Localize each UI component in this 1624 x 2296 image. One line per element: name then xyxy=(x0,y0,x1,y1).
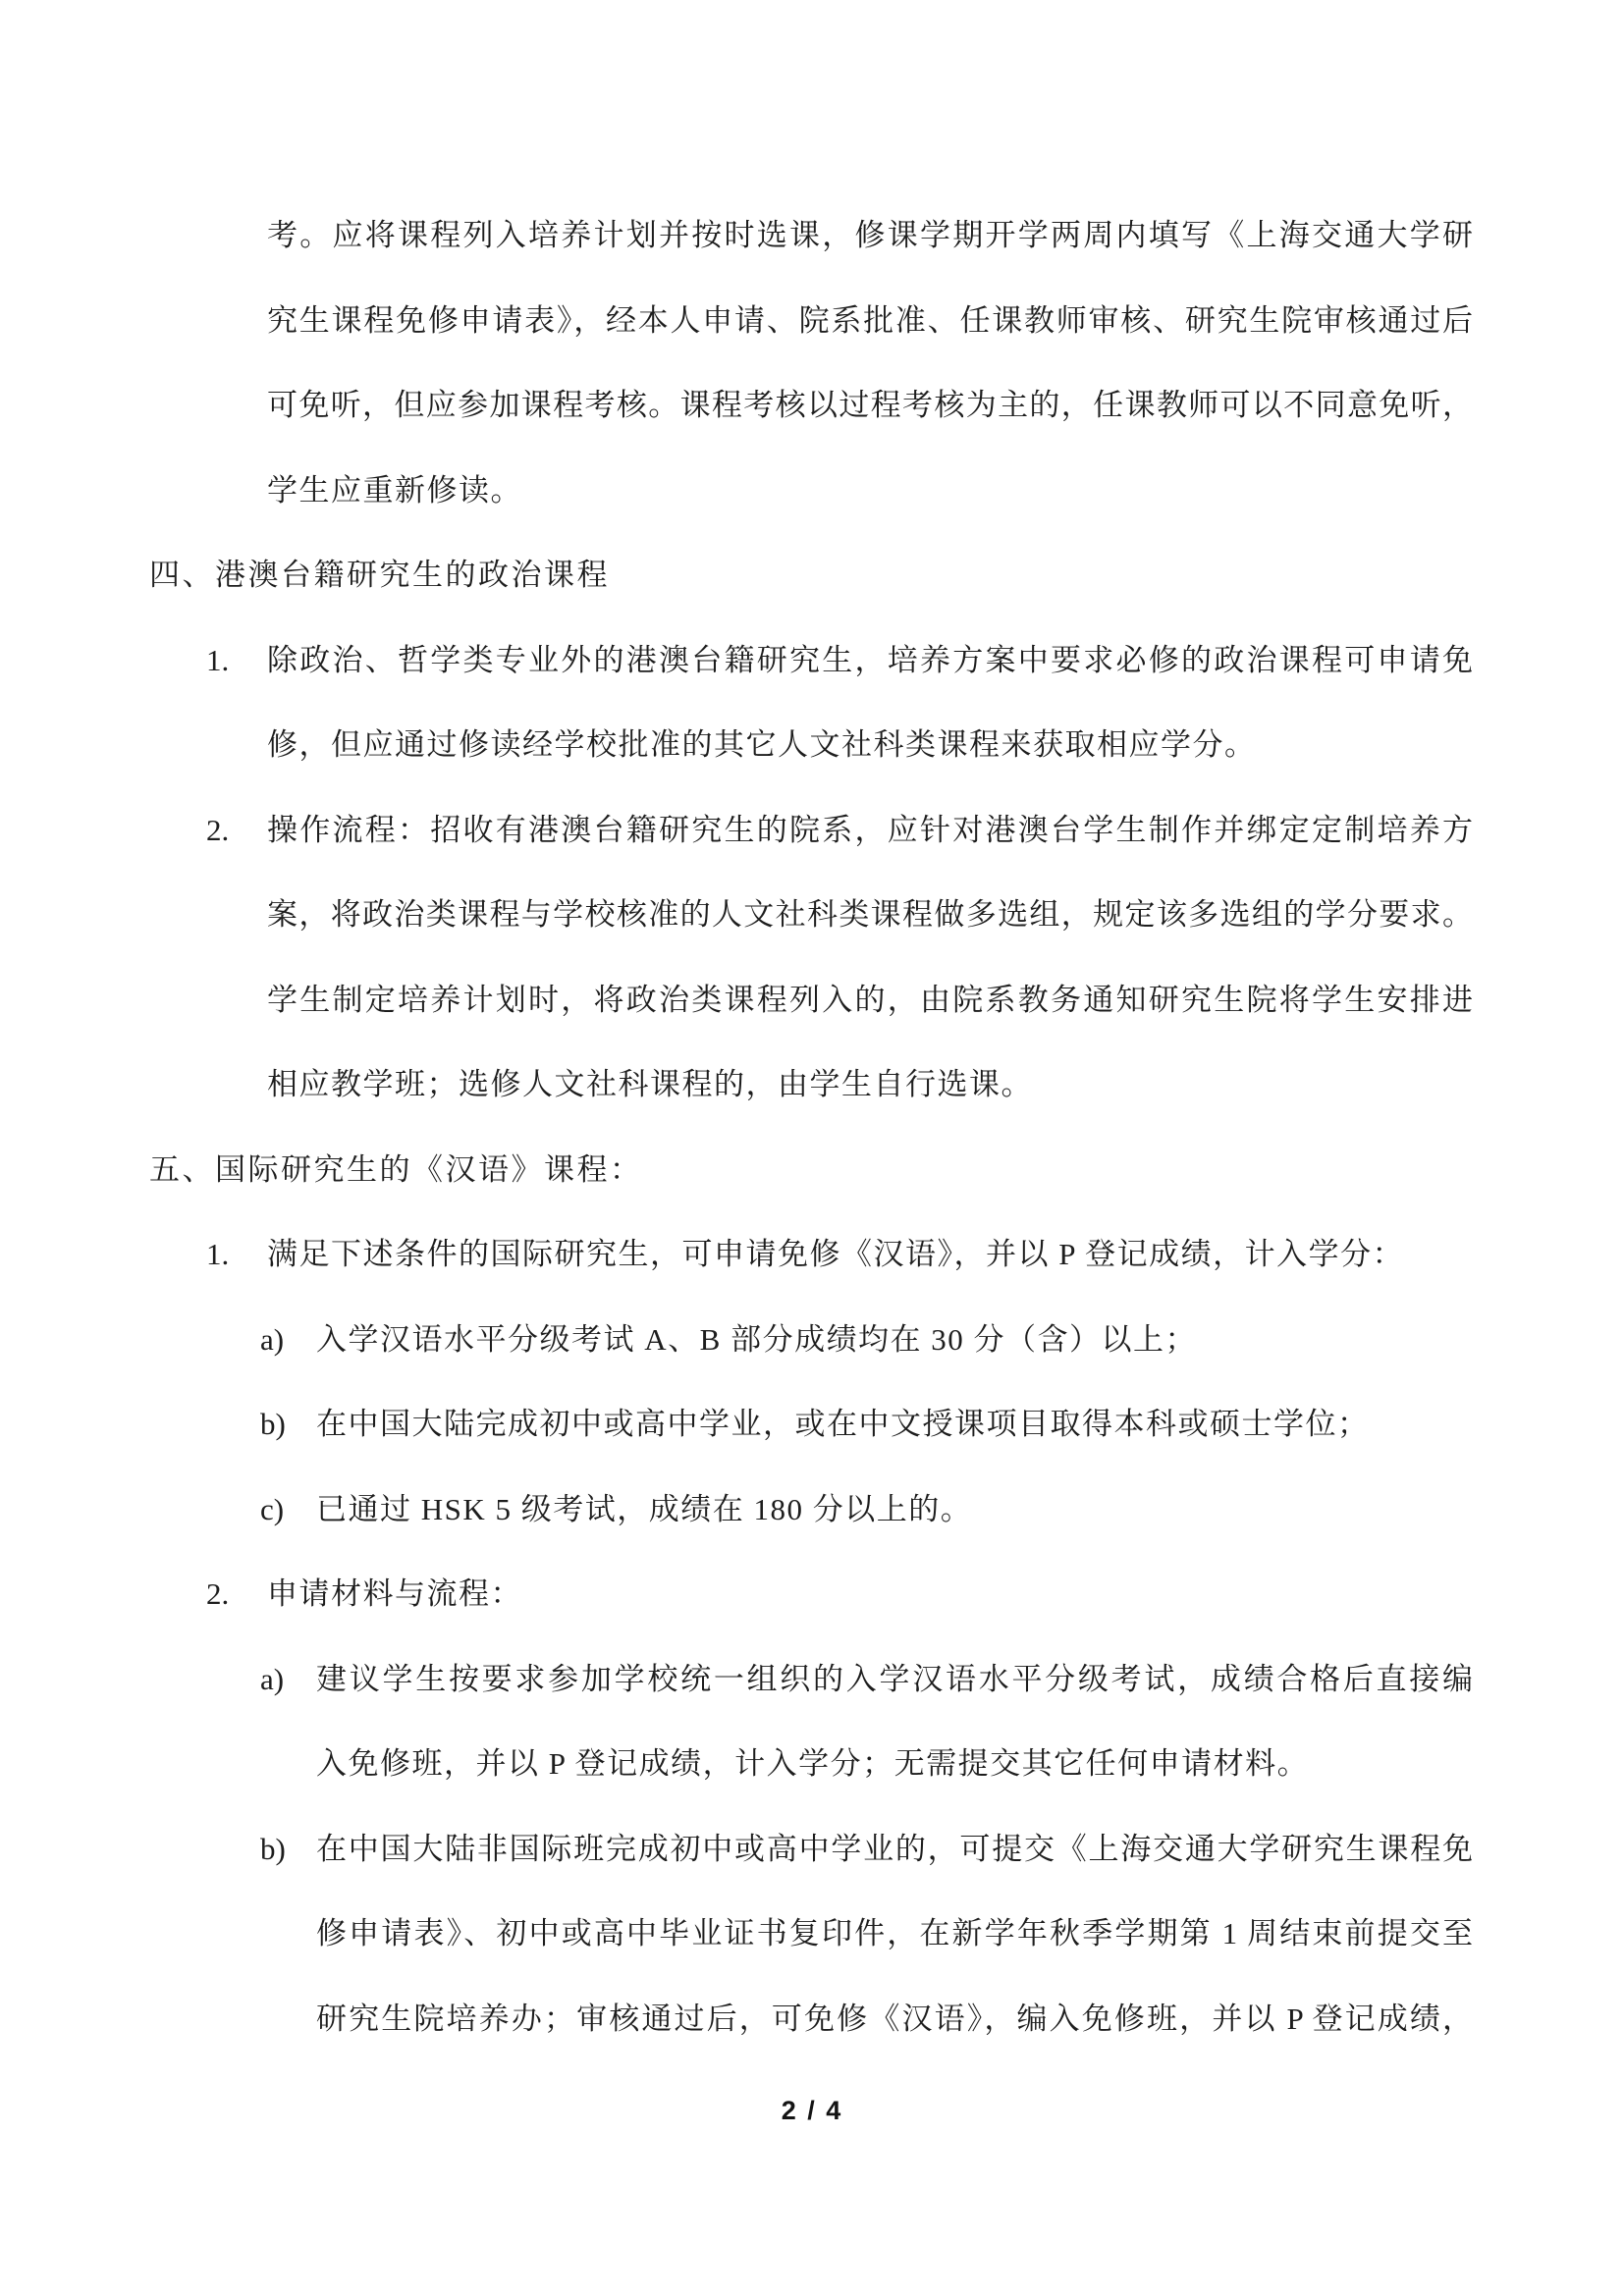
paragraph-line xyxy=(149,279,1473,364)
line-text: 操作流程：招收有港澳台籍研究生的院系，应针对港澳台学生制作并绑定定制培养方 xyxy=(267,812,1473,847)
line-text: 相应教学班；选修人文社科课程的，由学生自行选课。 xyxy=(267,1067,1033,1101)
line-text: 申请材料与流程： xyxy=(267,1576,522,1611)
line-text: 入学汉语水平分级考试 A、B 部分成绩均在 30 分（含）以上； xyxy=(316,1321,1198,1357)
line-text: 入免修班，并以 P 登记成绩，计入学分；无需提交其它任何申请材料。 xyxy=(316,1746,1310,1781)
sub-item-line xyxy=(149,1722,1473,1807)
sub-item-line xyxy=(149,1382,1473,1468)
sub-item-line xyxy=(149,1807,1473,1893)
sub-item-line xyxy=(149,1468,1473,1553)
heading-text: 四、港澳台籍研究生的政治课程 xyxy=(149,558,610,592)
list-item-line xyxy=(149,703,1473,788)
paragraph-line xyxy=(149,363,1473,449)
page-number: 2 / 4 xyxy=(781,2096,843,2125)
document-body xyxy=(149,193,1473,2061)
line-text: 修，但应通过修读经学校批准的其它人文社科类课程来获取相应学分。 xyxy=(267,727,1257,762)
list-item-line xyxy=(149,873,1473,958)
list-letter: c) xyxy=(260,1491,285,1526)
list-letter: a) xyxy=(260,1321,285,1357)
sub-item-line xyxy=(149,1977,1473,2062)
line-text: 考。应将课程列入培养计划并按时选课，修课学期开学两周内填写《上海交通大学研 xyxy=(267,218,1473,252)
line-text: 满足下述条件的国际研究生，可申请免修《汉语》，并以 P 登记成绩，计入学分： xyxy=(267,1237,1405,1271)
list-number: 1. xyxy=(206,642,230,677)
line-text: 在中国大陆完成初中或高中学业，或在中文授课项目取得本科或硕士学位； xyxy=(316,1407,1370,1441)
section-heading-5 xyxy=(149,1128,1473,1213)
paragraph-line xyxy=(149,449,1473,534)
list-item-line xyxy=(149,1552,1473,1637)
paragraph-line xyxy=(149,193,1473,279)
list-item-line xyxy=(149,1212,1473,1298)
line-text: 学生应重新修读。 xyxy=(267,472,522,507)
list-number: 2. xyxy=(206,812,230,847)
line-text: 修申请表》、初中或高中毕业证书复印件，在新学年秋季学期第 1 周结束前提交至 xyxy=(316,1916,1473,1950)
sub-item-line xyxy=(149,1298,1473,1383)
line-text: 究生课程免修申请表》，经本人申请、院系批准、任课教师审核、研究生院审核通过后 xyxy=(267,302,1473,338)
line-text: 可免听，但应参加课程考核。课程考核以过程考核为主的，任课教师可以不同意免听， xyxy=(267,388,1473,422)
list-number: 2. xyxy=(206,1576,230,1611)
line-text: 在中国大陆非国际班完成初中或高中学业的，可提交《上海交通大学研究生课程免 xyxy=(316,1831,1473,1866)
list-letter: b) xyxy=(260,1407,286,1441)
list-item-line xyxy=(149,788,1473,874)
line-text: 除政治、哲学类专业外的港澳台籍研究生，培养方案中要求必修的政治课程可申请免 xyxy=(267,642,1473,677)
list-number: 1. xyxy=(206,1237,230,1271)
heading-text: 五、国际研究生的《汉语》课程： xyxy=(149,1151,643,1187)
list-item-line xyxy=(149,1042,1473,1128)
line-text: 建议学生按要求参加学校统一组织的入学汉语水平分级考试，成绩合格后直接编 xyxy=(316,1661,1473,1696)
list-item-line xyxy=(149,958,1473,1043)
sub-item-line xyxy=(149,1892,1473,1977)
line-text: 学生制定培养计划时，将政治类课程列入的，由院系教务通知研究生院将学生安排进 xyxy=(267,982,1473,1017)
line-text: 研究生院培养办；审核通过后，可免修《汉语》，编入免修班，并以 P 登记成绩， xyxy=(316,2001,1473,2036)
list-letter: a) xyxy=(260,1661,285,1696)
section-heading-4 xyxy=(149,533,1473,618)
line-text: 已通过 HSK 5 级考试，成绩在 180 分以上的。 xyxy=(316,1491,973,1526)
line-text: 案，将政治类课程与学校核准的人文社科类课程做多选组，规定该多选组的学分要求。 xyxy=(267,897,1473,932)
sub-item-line xyxy=(149,1637,1473,1723)
list-letter: b) xyxy=(260,1831,286,1866)
list-item-line xyxy=(149,618,1473,704)
